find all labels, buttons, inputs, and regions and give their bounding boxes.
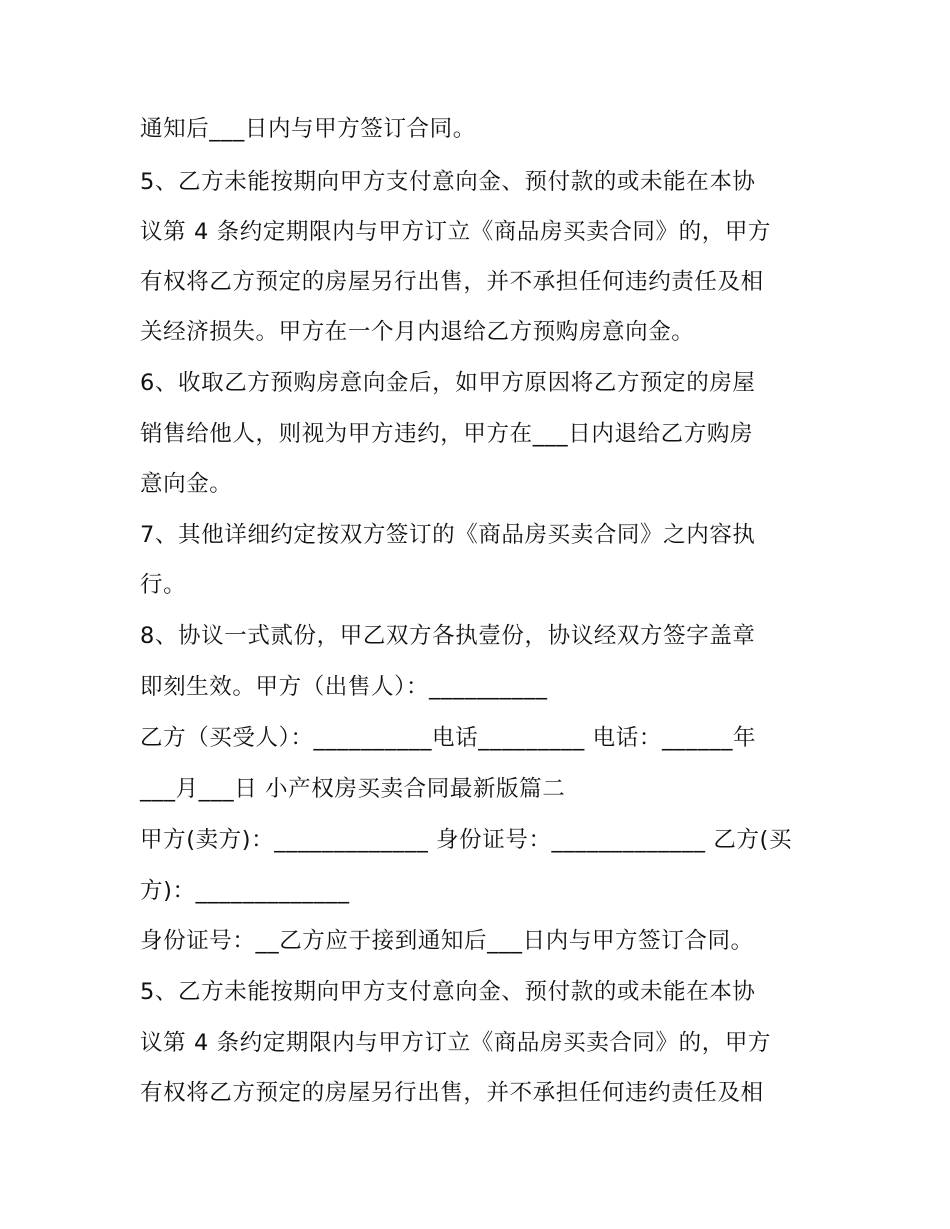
text-line-12: 即刻生效。甲方（出售人）：__________ bbox=[140, 674, 548, 700]
text-line-20: 有权将乙方预定的房屋另行出售，并不承担任何违约责任及相 bbox=[140, 1080, 764, 1106]
text-line-18: 5、乙方未能按期向甲方支付意向金、预付款的或未能在本协 bbox=[140, 979, 756, 1005]
text-line-14: ___月___日 小产权房买卖合同最新版篇二 bbox=[140, 776, 566, 802]
text-line-15: 甲方(卖方)：_____________ 身份证号：_____________ 乙方(买 bbox=[140, 827, 793, 853]
text-line-10: 行。 bbox=[140, 572, 187, 598]
text-line-17: 身份证号：__乙方应于接到通知后___日内与甲方签订合同。 bbox=[140, 928, 754, 954]
text-line-4: 有权将乙方预定的房屋另行出售，并不承担任何违约责任及相 bbox=[140, 269, 764, 295]
text-line-5: 关经济损失。甲方在一个月内退给乙方预购房意向金。 bbox=[140, 319, 695, 345]
text-line-19: 议第 4 条约定期限内与甲方订立《商品房买卖合同》的，甲方 bbox=[140, 1030, 772, 1056]
text-line-9: 7、其他详细约定按双方签订的《商品房买卖合同》之内容执 bbox=[140, 522, 756, 548]
text-line-13: 乙方（买受人）：__________电话_________ 电话：______年 bbox=[140, 725, 757, 751]
text-line-3: 议第 4 条约定期限内与甲方订立《商品房买卖合同》的，甲方 bbox=[140, 219, 772, 245]
text-line-2: 5、乙方未能按期向甲方支付意向金、预付款的或未能在本协 bbox=[140, 169, 756, 195]
text-line-6: 6、收取乙方预购房意向金后，如甲方原因将乙方预定的房屋 bbox=[140, 370, 756, 396]
text-line-16: 方)：_____________ bbox=[140, 878, 350, 904]
text-line-11: 8、协议一式贰份，甲乙双方各执壹份，协议经双方签字盖章 bbox=[140, 623, 756, 649]
text-line-7: 销售给他人，则视为甲方违约，甲方在___日内退给乙方购房 bbox=[140, 421, 754, 447]
text-line-8: 意向金。 bbox=[140, 471, 233, 497]
text-line-1: 通知后___日内与甲方签订合同。 bbox=[140, 116, 476, 142]
